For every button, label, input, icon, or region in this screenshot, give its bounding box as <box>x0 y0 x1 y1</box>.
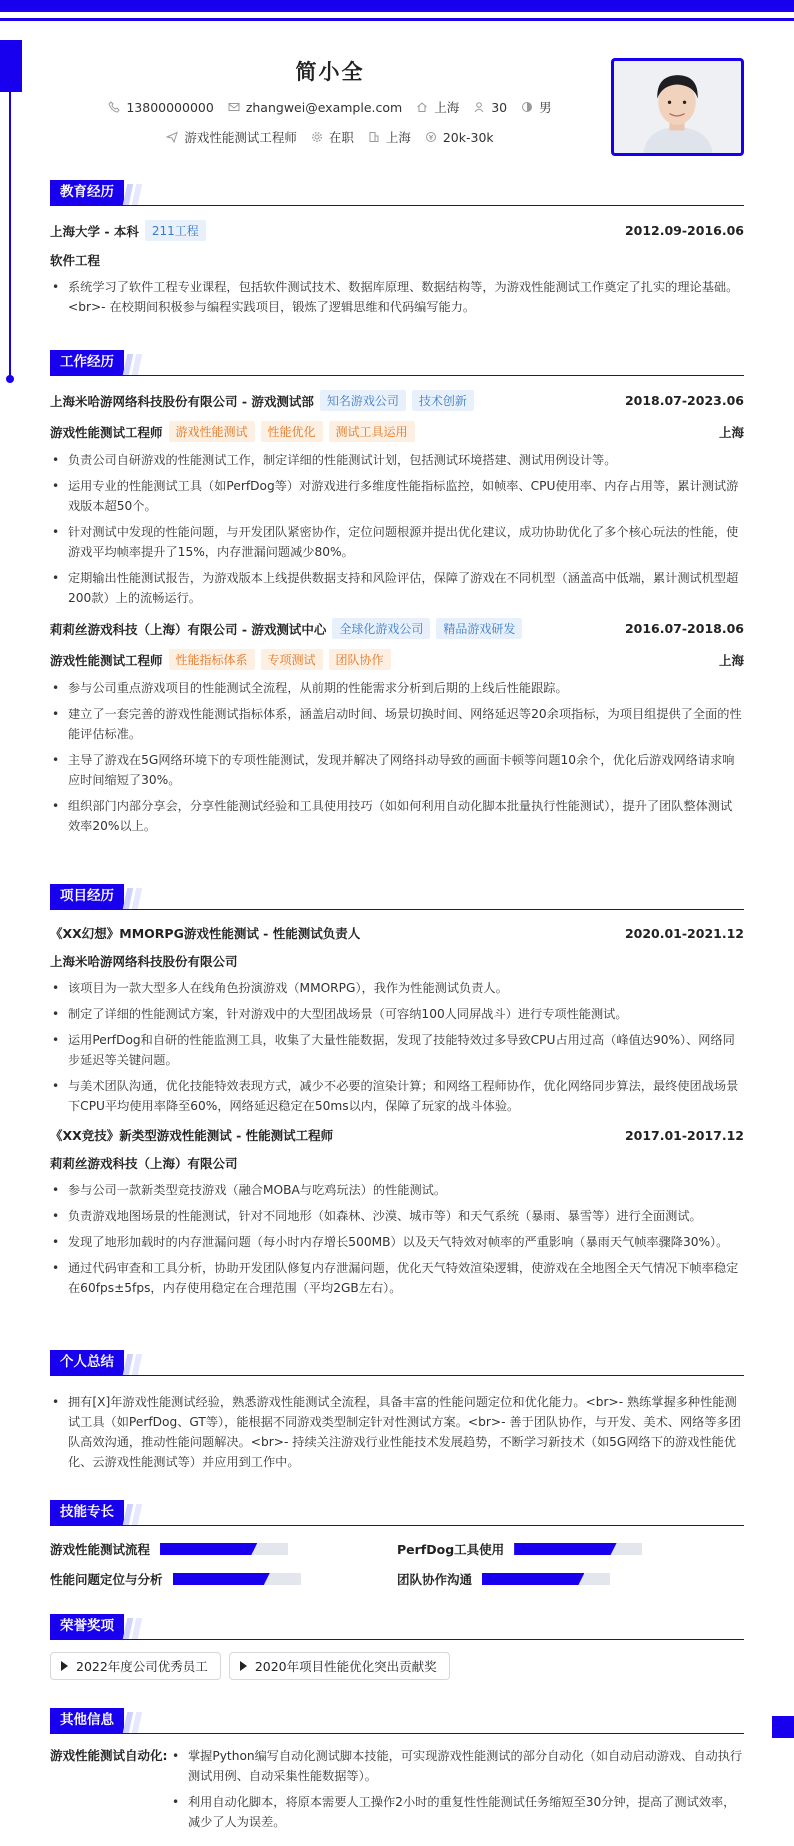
summary-section <box>50 1350 744 1478</box>
company-name: 上海米哈游网络科技股份有限公司 - 游戏测试部 <box>50 393 314 409</box>
list-item: • 参与公司一款新类型竞技游戏（融合MOBA与吃鸡玩法）的性能测试。 <box>50 1180 744 1200</box>
title-decoration <box>132 1618 142 1639</box>
phone-info <box>108 98 213 116</box>
award-item <box>229 1652 450 1680</box>
list-item: • 制定了详细的性能测试方案，针对游戏中的大型团战场景（可容纳100人同屏战斗）进行专项性能测试。 <box>50 1004 744 1024</box>
summary-section-header <box>50 1350 744 1376</box>
education-row <box>50 220 744 241</box>
target-job-text: 游戏性能测试工程师 <box>184 130 297 145</box>
company-name: 莉莉丝游戏科技（上海）有限公司 - 游戏测试中心 <box>50 621 327 637</box>
list-item: • 建立了一套完善的游戏性能测试指标体系，涵盖启动时间、场景切换时间、网络延迟等20余项指标，为项目组提供了全面的性能评估标准。 <box>50 704 744 744</box>
education-bullets <box>50 277 744 317</box>
skill-item <box>50 1570 397 1588</box>
skill-bar-fill <box>482 1573 584 1585</box>
award-text: 2022年度公司优秀员工 <box>76 1659 208 1674</box>
play-triangle-icon <box>240 1661 247 1671</box>
project-name: 《XX幻想》MMORPG游戏性能测试 - 性能测试负责人 <box>50 926 361 941</box>
section-title: 工作经历 <box>50 350 124 375</box>
status-text: 在职 <box>328 130 354 145</box>
company-tag: 全球化游戏公司 <box>332 618 430 639</box>
work-location: 上海 <box>718 652 744 668</box>
list-item: • 系统学习了软件工程专业课程，包括软件测试技术、数据库原理、数据结构等，为游戏性能测试工作奠定了扎实的理论基础。<br>- 在校期间积极参与编程实践项目，锻炼了逻辑思维和代码编写能力。 <box>50 277 744 317</box>
target-city-text: 上海 <box>385 130 411 145</box>
role-tag: 团队协作 <box>329 649 391 670</box>
projects-section-header <box>50 884 744 910</box>
role-tag: 游戏性能测试 <box>169 421 255 442</box>
title-decoration <box>132 1712 142 1733</box>
city-text: 上海 <box>434 100 460 115</box>
title-decoration <box>132 184 142 205</box>
gear-icon <box>311 131 323 143</box>
list-item: • 发现了地形加载时的内存泄漏问题（每小时内存增长500MB）以及天气特效对帧率的严重影响（暴雨天气帧率骤降30%）。 <box>50 1232 744 1252</box>
project-bullets <box>50 1180 744 1298</box>
target-city-info <box>368 128 411 146</box>
skill-bar <box>173 1573 301 1585</box>
skill-name: 游戏性能测试流程 <box>50 1542 151 1557</box>
list-item: • 针对测试中发现的性能问题，与开发团队紧密协作，定位问题根源并提出优化建议，成功协助优化了多个核心玩法的性能，使游戏平均帧率提升了15%，内存泄漏问题减少80%。 <box>50 522 744 562</box>
title-decoration <box>132 1504 142 1525</box>
job-role: 游戏性能测试工程师 <box>50 652 163 668</box>
gender-icon <box>521 101 533 113</box>
awards-list <box>50 1652 744 1680</box>
gender-info <box>521 98 552 116</box>
projects-section <box>50 884 744 1304</box>
skill-bar <box>514 1543 642 1555</box>
others-section <box>50 1708 744 1838</box>
list-item: • 掌握Python编写自动化测试脚本技能，可实现游戏性能测试的部分自动化（如自动启动游戏、自动执行测试用例、自动采集性能数据等）。 <box>170 1746 744 1786</box>
project-date: 2020.01-2021.12 <box>624 925 744 941</box>
skills-section-header <box>50 1500 744 1526</box>
skill-bar <box>482 1573 610 1585</box>
project-bullets <box>50 978 744 1116</box>
work-section <box>50 350 744 842</box>
skill-name: PerfDog工具使用 <box>397 1542 505 1557</box>
list-item: • 负责游戏地图场景的性能测试，针对不同地形（如森林、沙漠、城市等）和天气系统（暴雨、暴雪等）进行全面测试。 <box>50 1206 744 1226</box>
skill-item <box>50 1540 397 1558</box>
skills-section <box>50 1500 744 1588</box>
project-org: 上海米哈游网络科技股份有限公司 <box>50 954 238 969</box>
work-entry <box>50 390 744 608</box>
work-bullets <box>50 678 744 836</box>
list-item: • 组织部门内部分享会，分享性能测试经验和工具使用技巧（如如何利用自动化脚本批量执行性能测试），提升了团队整体测试效率20%以上。 <box>50 796 744 836</box>
project-entry <box>50 924 744 1116</box>
list-item: • 负责公司自研游戏的性能测试工作，制定详细的性能测试计划，包括测试环境搭建、测试用例设计等。 <box>50 450 744 470</box>
title-decoration <box>132 354 142 375</box>
work-section-header <box>50 350 744 376</box>
other-info-bullets <box>170 1746 744 1838</box>
summary-bullets <box>50 1392 744 1472</box>
section-title: 荣誉奖项 <box>50 1614 124 1639</box>
skill-bar <box>160 1543 288 1555</box>
top-accent-bar <box>0 0 794 12</box>
top-accent-line <box>0 18 794 21</box>
project-date: 2017.01-2017.12 <box>624 1127 744 1143</box>
list-item: • 参与公司重点游戏项目的性能测试全流程，从前期的性能需求分析到后期的上线后性能跟踪。 <box>50 678 744 698</box>
section-title: 教育经历 <box>50 180 124 205</box>
list-item: • 运用PerfDog和自研的性能监测工具，收集了大量性能数据，发现了技能特效过多导致CPU占用过高（峰值达90%）、网络同步延迟等关键问题。 <box>50 1030 744 1070</box>
others-section-header <box>50 1708 744 1734</box>
gender-text: 男 <box>539 100 552 115</box>
education-section <box>50 180 744 323</box>
list-item: • 定期输出性能测试报告，为游戏版本上线提供数据支持和风险评估，保障了游戏在不同机型（涵盖高中低端，累计测试机型超200款）上的流畅运行。 <box>50 568 744 608</box>
left-timeline-line <box>9 92 11 378</box>
basic-info-row <box>50 98 610 116</box>
salary-info <box>425 128 494 146</box>
skill-name: 团队协作沟通 <box>397 1572 473 1587</box>
section-title: 技能专长 <box>50 1500 124 1525</box>
age-text: 30 <box>491 99 508 115</box>
skill-bar-fill <box>514 1543 616 1555</box>
role-tag: 专项测试 <box>261 649 323 670</box>
list-item: • 与美术团队沟通，优化技能特效表现方式，减少不必要的渲染计算；和网络工程师协作，优化网络同步算法，最终使团战场景下CPU平均使用率降至60%，网络延迟稳定在50ms以内，保障了玩家的战斗体验。 <box>50 1076 744 1116</box>
email-text: zhangwei@example.com <box>245 99 403 115</box>
status-info <box>311 128 354 146</box>
education-date: 2012.09-2016.06 <box>624 223 744 238</box>
resume-header <box>50 56 610 146</box>
other-info-label: 游戏性能测试自动化: <box>50 1748 168 1763</box>
city-info <box>416 98 459 116</box>
home-icon <box>416 101 428 113</box>
skill-bar-fill <box>160 1543 257 1555</box>
job-intent-row <box>50 128 610 146</box>
send-icon <box>166 131 178 143</box>
work-date: 2016.07-2018.06 <box>624 621 744 636</box>
role-tag: 测试工具运用 <box>329 421 415 442</box>
phone-icon <box>108 101 120 113</box>
candidate-name: 简小全 <box>295 60 365 84</box>
list-item: • 该项目为一款大型多人在线角色扮演游戏（MMORPG），我作为性能测试负责人。 <box>50 978 744 998</box>
award-item <box>50 1652 221 1680</box>
phone-text: 13800000000 <box>126 99 214 115</box>
work-entry <box>50 618 744 836</box>
email-info <box>228 98 402 116</box>
education-entry <box>50 220 744 317</box>
salary-text: 20k-30k <box>442 129 494 145</box>
role-tag: 性能优化 <box>261 421 323 442</box>
list-item: • 拥有[X]年游戏性能测试经验，熟悉游戏性能测试全流程，具备丰富的性能问题定位和优化能力。<br>- 熟练掌握多种性能测试工具（如PerfDog、GT等），能根据不同游戏类型制定针对性测试方案。<br>- 善于团队协作，与开发、美术、网络等多团队高效沟通，推动性能问题解决。<br>- 持续关注游戏行业性能技术发展趋势，不断学习新技术（如5G网络下的游戏性能优化、云游戏性能测试等）并应用到工作中。 <box>50 1392 744 1472</box>
person-icon <box>473 101 485 113</box>
age-info <box>473 98 507 116</box>
profile-photo <box>611 58 744 156</box>
work-date: 2018.07-2023.06 <box>624 393 744 408</box>
building-icon <box>368 131 380 143</box>
award-text: 2020年项目性能优化突出贡献奖 <box>254 1659 437 1674</box>
school-tag: 211工程 <box>145 220 206 241</box>
job-role: 游戏性能测试工程师 <box>50 424 163 440</box>
awards-section <box>50 1614 744 1680</box>
corner-accent-block <box>772 1716 794 1738</box>
list-item: • 运用专业的性能测试工具（如PerfDog等）对游戏进行多维度性能指标监控，如帧率、CPU使用率、内存占用等，累计测试游戏版本超50个。 <box>50 476 744 516</box>
title-decoration <box>132 1354 142 1375</box>
skill-item <box>397 1570 744 1588</box>
school-name: 上海大学 - 本科 <box>50 223 139 239</box>
company-tag: 精品游戏研发 <box>436 618 522 639</box>
awards-section-header <box>50 1614 744 1640</box>
work-location: 上海 <box>718 424 744 440</box>
skill-bar-fill <box>173 1573 270 1585</box>
section-title: 项目经历 <box>50 884 124 909</box>
play-triangle-icon <box>61 1661 68 1671</box>
skills-grid <box>50 1540 744 1588</box>
project-org: 莉莉丝游戏科技（上海）有限公司 <box>50 1156 238 1171</box>
work-bullets <box>50 450 744 608</box>
other-info-item <box>50 1746 744 1838</box>
role-tag: 性能指标体系 <box>169 649 255 670</box>
list-item: • 主导了游戏在5G网络环境下的专项性能测试，发现并解决了网络抖动导致的画面卡顿等问题10余个，优化后游戏网络请求响应时间缩短了30%。 <box>50 750 744 790</box>
target-job-info <box>166 128 297 146</box>
mail-icon <box>228 101 240 113</box>
major: 软件工程 <box>50 253 101 268</box>
project-name: 《XX竞技》新类型游戏性能测试 - 性能测试工程师 <box>50 1128 334 1143</box>
left-timeline-dot <box>6 375 14 383</box>
company-tag: 知名游戏公司 <box>320 390 406 411</box>
education-section-header <box>50 180 744 206</box>
project-entry <box>50 1126 744 1298</box>
company-tag: 技术创新 <box>412 390 474 411</box>
skill-name: 性能问题定位与分析 <box>50 1572 163 1587</box>
section-title: 个人总结 <box>50 1350 124 1375</box>
title-decoration <box>132 888 142 909</box>
left-accent-block <box>0 40 22 92</box>
money-icon <box>425 131 437 143</box>
section-title: 其他信息 <box>50 1708 124 1733</box>
list-item: • 通过代码审查和工具分析，协助开发团队修复内存泄漏问题，优化天气特效渲染逻辑，使游戏在全地图全天气情况下帧率稳定在60fps±5fps，内存使用稳定在合理范围（平均2GB左右）。 <box>50 1258 744 1298</box>
list-item: • 利用自动化脚本，将原本需要人工操作2小时的重复性性能测试任务缩短至30分钟，提高了测试效率，减少了人为误差。 <box>170 1792 744 1832</box>
skill-item <box>397 1540 744 1558</box>
